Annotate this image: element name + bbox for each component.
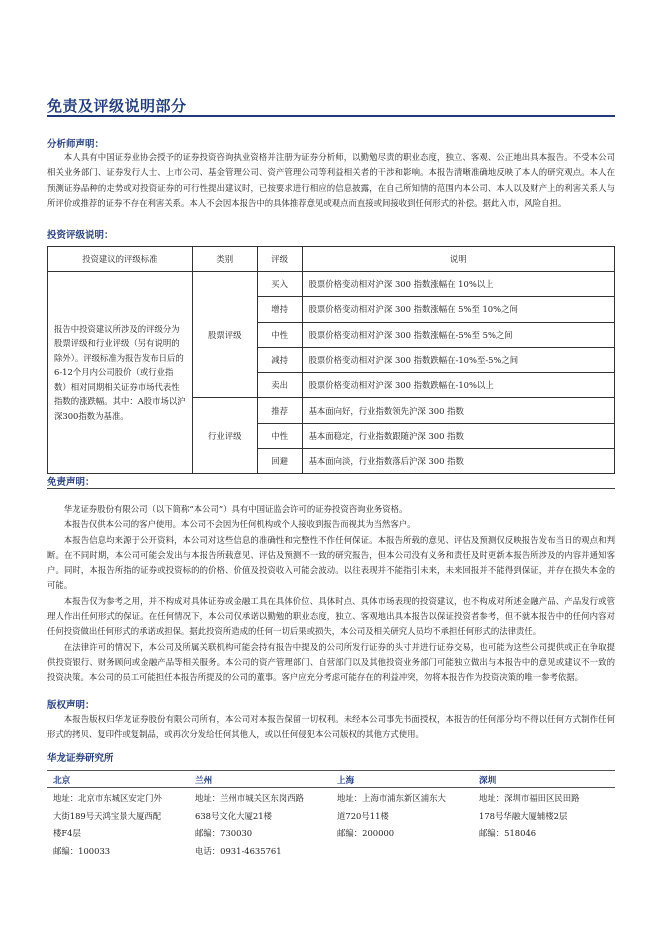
col-header-desc: 说明 xyxy=(302,247,614,272)
grade-cell: 中性 xyxy=(257,322,302,347)
disclaimer-heading: 免责声明： xyxy=(47,477,95,488)
desc-cell: 股票价格变动相对沪深 300 指数跌幅在-10%以上 xyxy=(302,373,614,398)
grade-cell: 增持 xyxy=(257,297,302,322)
office-line: 大街189号天鸿宝景大厦西配 xyxy=(53,810,162,821)
copyright-heading: 版权声明： xyxy=(47,700,95,711)
disclaimer-paragraph: 本报告仅供本公司的客户使用。本公司不会因为任何机构或个人接收到报告而视其为当然客户。 xyxy=(63,519,416,530)
analyst-heading: 分析师声明： xyxy=(47,139,105,150)
grade-cell: 卖出 xyxy=(257,373,302,398)
office-shanghai xyxy=(337,790,473,843)
office-line: 楼F4层 xyxy=(53,828,81,838)
col-header-standard: 投资建议的评级标准 xyxy=(48,247,193,272)
section-divider xyxy=(47,488,615,489)
grade-cell: 回避 xyxy=(257,449,302,474)
office-city-bar xyxy=(47,770,615,788)
desc-cell: 基本面向好，行业指数领先沪深 300 指数 xyxy=(302,398,614,423)
industry-rating-category: 行业评级 xyxy=(192,398,257,474)
office-line: 地址：北京市东城区安定门外 xyxy=(53,793,162,803)
disclaimer-paragraph: 本报告信息均来源于公开资料，本公司对这些信息的准确性和完整性不作任何保证。本报告所载的意见、评估及预测仅反映报告发布当日的观点和判断。在不同时期，本公司可能会发出与本报告所载意见、评估及预测不一致的研究报告，但本公司没有义务和责任及时更新本报告所涉及的内容并通知客户。同时，本报告所指的证券或投资标的的价格、价值及投资收入可能会波动。以往表现并不能指引未来，未来回报并不能得到保证，并存在损失本金的可能。 xyxy=(47,534,615,591)
city-shanghai: 上海 xyxy=(337,776,355,786)
disclaimer-paragraph: 华龙证券股份有限公司（以下简称“本公司”）具有中国证监会许可的证券投资咨询业务资格。 xyxy=(63,504,408,514)
desc-cell: 基本面稳定，行业指数跟随沪深 300 指数 xyxy=(302,423,614,448)
disclaimer-paragraph: 本报告仅为参考之用，并不构成对具体证券或金融工具在具体价位、具体时点、具体市场表现的投资建议，也不构成对所述金融产品、产品发行或管理人作出任何形式的保证。在任何情况下，本公司仅承诺以勤勉的职业态度，独立、客观地出具本报告以保证投资者参考，但不就本报告中的任何内容对任何投资做出任何形式的承诺或担保。据此投资所造成的任何一切后果或损失，本公司及相关研究人员均不承担任何形式的法律责任。 xyxy=(47,595,615,637)
office-line: 电话：0931-4635761 xyxy=(195,845,282,856)
desc-cell: 股票价格变动相对沪深 300 指数涨幅在 10%以上 xyxy=(302,272,614,297)
table-row xyxy=(48,272,615,297)
copyright-body xyxy=(47,712,615,743)
city-beijing: 北京 xyxy=(53,776,71,786)
desc-cell: 股票价格变动相对沪深 300 指数涨幅在-5%至 5%之间 xyxy=(302,322,614,347)
office-line: 邮编：518046 xyxy=(479,828,537,838)
office-lanzhou xyxy=(195,790,331,860)
grade-cell: 中性 xyxy=(257,423,302,448)
office-line: 邮编：100033 xyxy=(53,845,111,856)
office-line: 178号华融大厦辅楼2层 xyxy=(479,810,568,821)
city-lanzhou: 兰州 xyxy=(195,776,213,786)
desc-cell: 基本面向淡，行业指数落后沪深 300 指数 xyxy=(302,449,614,474)
analyst-statement xyxy=(47,150,615,211)
grade-cell: 减持 xyxy=(257,347,302,372)
institute-heading: 华龙证券研究所 xyxy=(47,753,114,764)
office-line: 邮编：730030 xyxy=(195,828,253,838)
grade-cell: 推荐 xyxy=(257,398,302,423)
title-underline xyxy=(47,115,615,117)
copyright-text: 本报告版权归华龙证券股份有限公司所有，本公司对本报告保留一切权利。未经本公司事先书面授权，本报告的任何部分均不得以任何方式制作任何形式的拷贝、复印件或复制品，或再次分发给任何其他人，或以任何侵犯本公司版权的其他方式使用。 xyxy=(47,714,615,740)
page-title: 免责及评级说明部分 xyxy=(47,97,187,115)
city-shenzhen: 深圳 xyxy=(479,776,497,786)
office-line: 道720号11楼 xyxy=(337,810,389,821)
office-shenzhen xyxy=(479,790,615,843)
office-beijing xyxy=(53,790,189,860)
col-header-category: 类别 xyxy=(192,247,257,272)
analyst-text: 本人具有中国证券业协会授予的证券投资咨询执业资格并注册为证券分析师，以勤勉尽责的职业态度，独立、客观、公正地出具本报告。不受本公司相关业务部门、证券发行人士、上市公司、基金管理公司、资产管理公司等利益相关者的干涉和影响。本报告清晰准确地反映了本人的研究观点。本人在预测证券品种的走势或对投资证券的可行性提出建议时，已按要求进行相应的信息披露，在自己所知情的范围内本公司、本人以及财产上的利害关系人与所评价或推荐的证券不存在利害关系。本人不会因本报告中的具体推荐意见或观点而直接或间接收到任何形式的补偿。据此入市，风险自担。 xyxy=(47,152,615,208)
office-line: 地址：上海市浦东新区浦东大 xyxy=(337,793,446,803)
office-line: 地址：深圳市福田区民田路 xyxy=(479,793,580,803)
office-line: 638号文化大厦21楼 xyxy=(195,810,272,821)
disclaimer-body xyxy=(47,502,615,686)
desc-cell: 股票价格变动相对沪深 300 指数涨幅在 5%至 10%之间 xyxy=(302,297,614,322)
desc-cell: 股票价格变动相对沪深 300 指数跌幅在-10%至-5%之间 xyxy=(302,347,614,372)
stock-rating-category: 股票评级 xyxy=(192,272,257,398)
rating-heading: 投资评级说明： xyxy=(47,230,114,241)
rating-standard-text: 报告中投资建议所涉及的评级分为股票评级和行业评级（另有说明的除外）。评级标准为报告发布日后的6-12个月内公司股价（或行业指数）相对同期相关证券市场代表性指数的涨跌幅。其中：A股市场以沪深300指数为基准。 xyxy=(48,272,193,474)
rating-table xyxy=(47,246,615,474)
rating-header-row xyxy=(48,247,615,272)
office-line: 邮编：200000 xyxy=(337,828,395,838)
office-line: 地址：兰州市城关区东岗西路 xyxy=(195,793,304,803)
grade-cell: 买入 xyxy=(257,272,302,297)
disclaimer-paragraph: 在法律许可的情况下，本公司及所属关联机构可能会持有报告中提及的公司所发行证券的头寸并进行证券交易，也可能为这些公司提供或正在争取提供投资银行、财务顾问或金融产品等相关服务。本公司的资产管理部门、自营部门以及其他投资业务部门可能独立做出与本报告中的意见或建议不一致的投资决策。本公司的员工可能担任本报告所提及的公司的董事。客户应充分考虑可能存在的利益冲突，勿将本报告作为投资决策的唯一参考依据。 xyxy=(47,641,615,683)
col-header-grade: 评级 xyxy=(257,247,302,272)
